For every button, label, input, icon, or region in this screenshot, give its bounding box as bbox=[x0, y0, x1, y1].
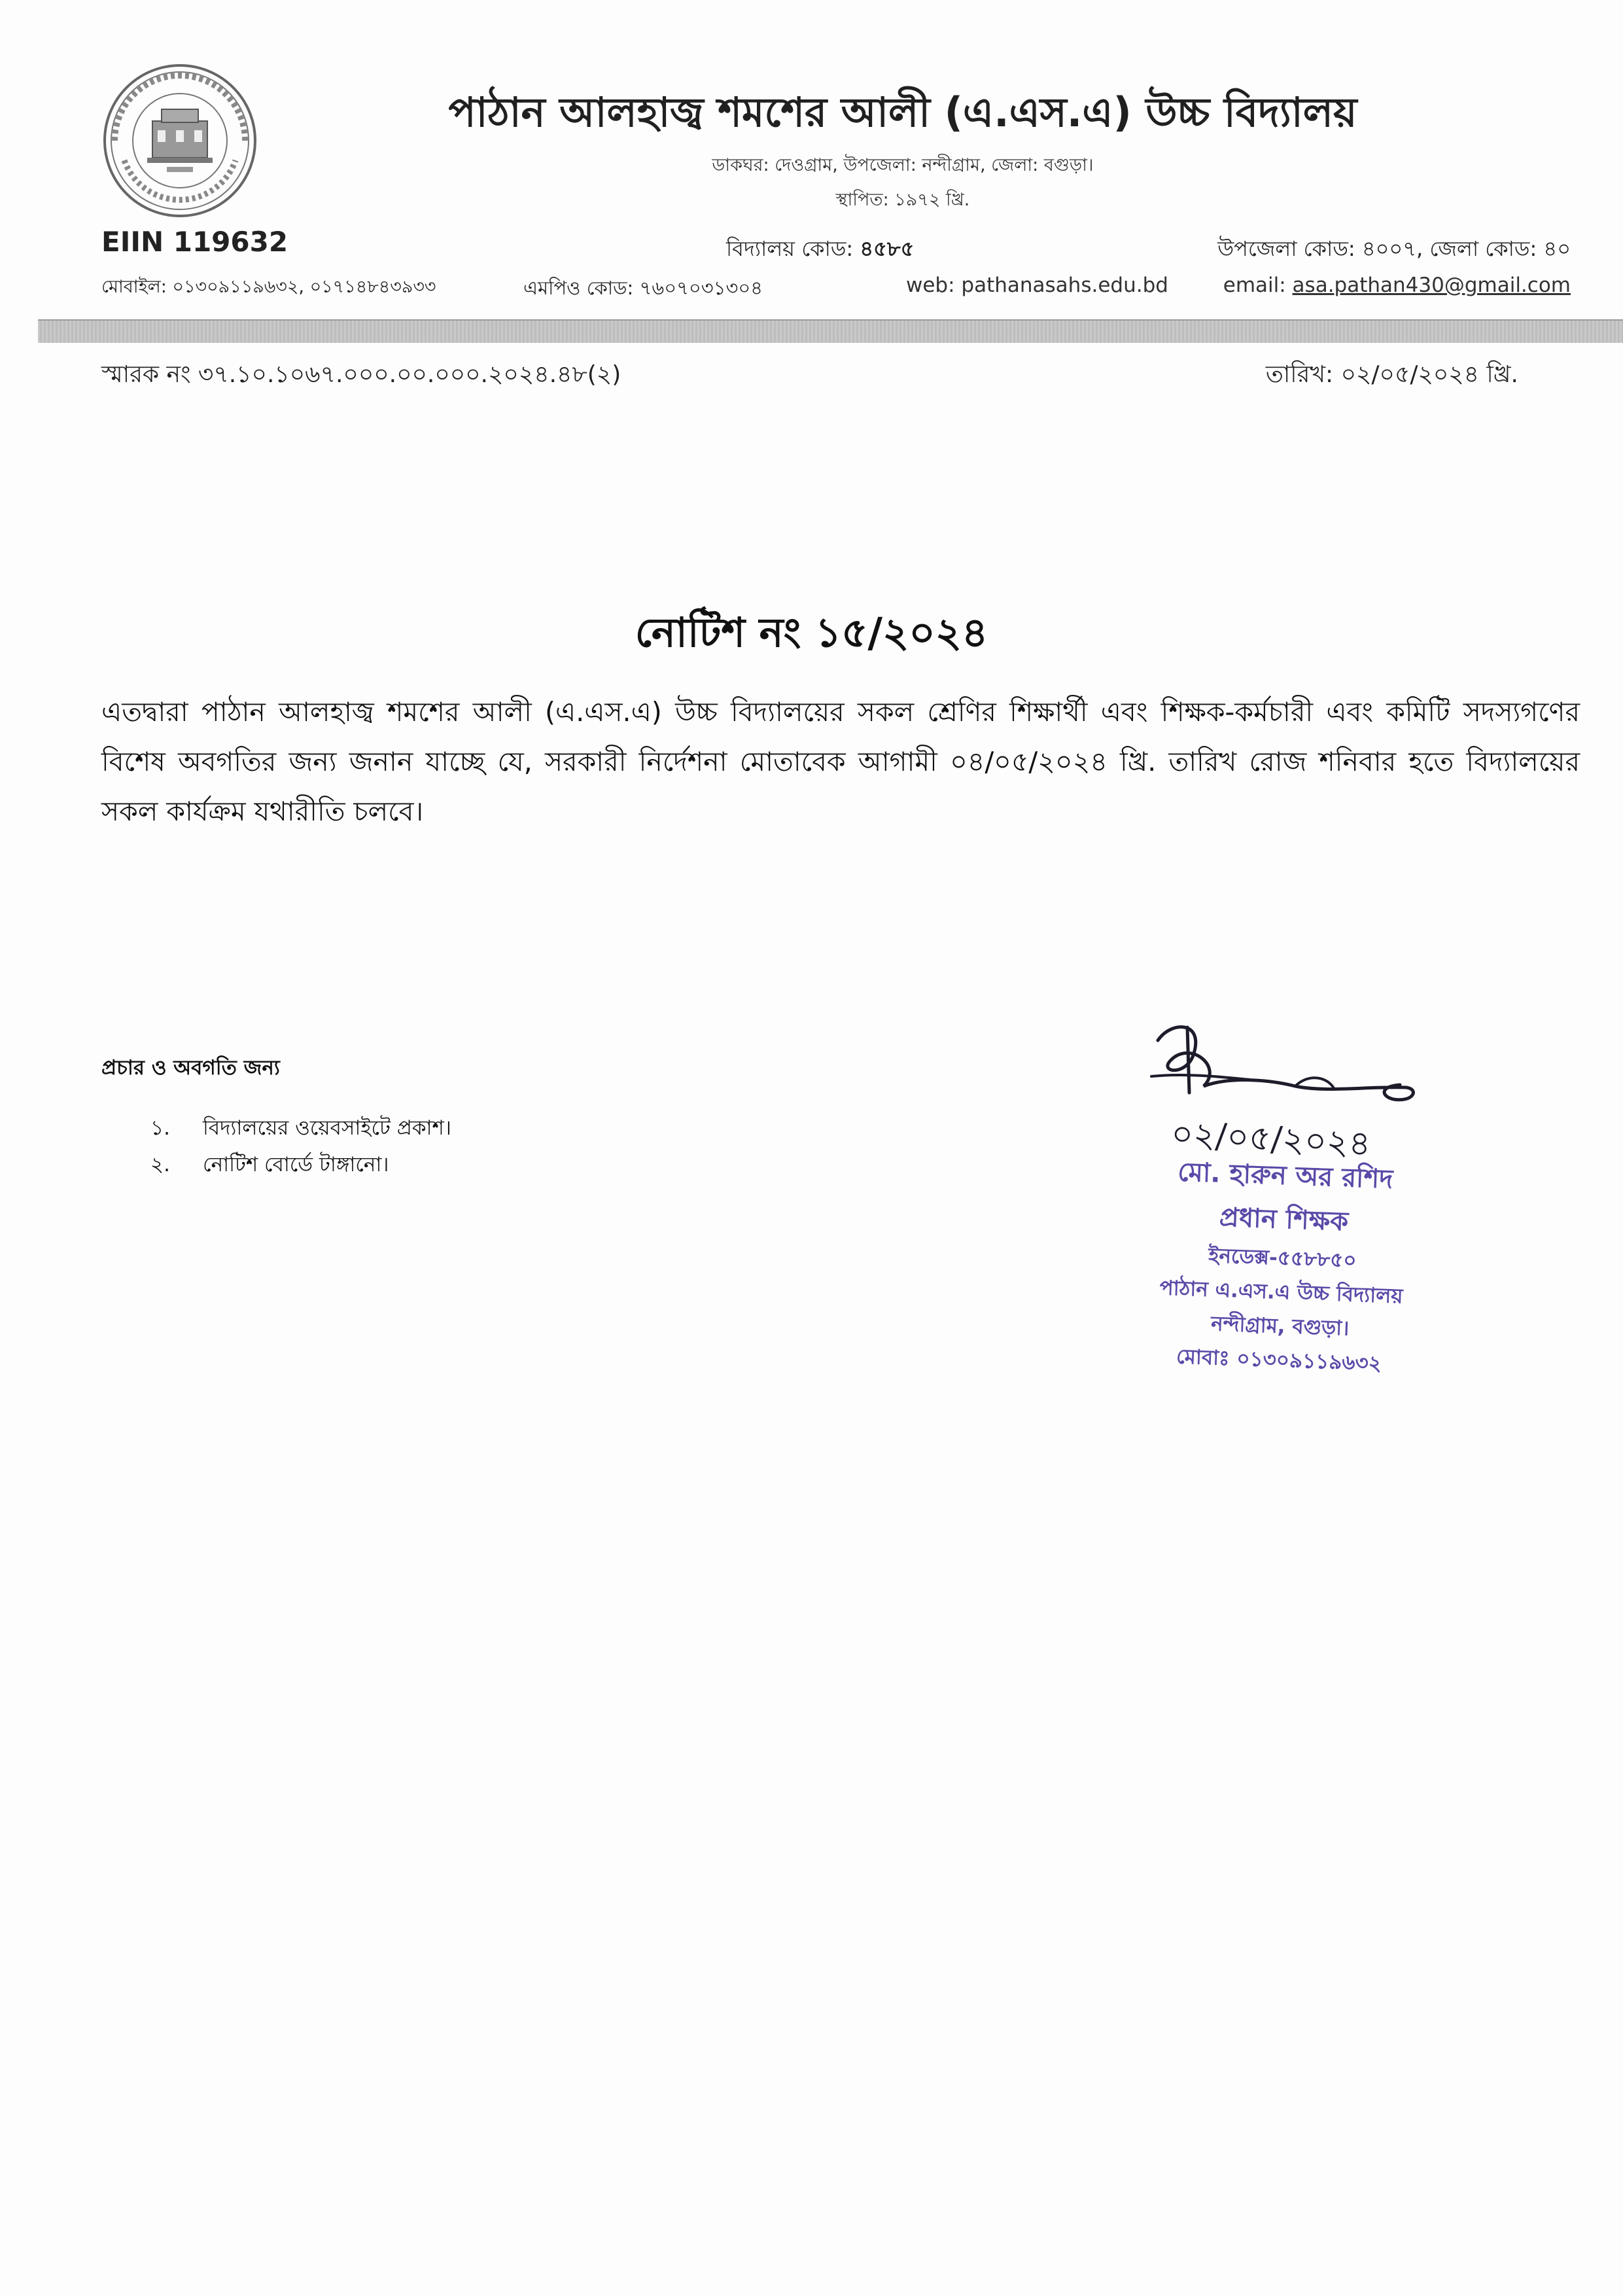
list-item-number: ২. bbox=[150, 1153, 171, 1176]
upazila-code: উপজেলা কোড: ৪০০৭, জেলা কোড: ৪০ bbox=[1217, 236, 1571, 261]
signature-date: ০২/০৫/২০২৪ bbox=[1170, 1114, 1372, 1164]
mpo-code: এমপিও কোড: ৭৬০৭০৩১৩০৪ bbox=[523, 277, 763, 299]
signatory-location: নন্দীগ্রাম, বগুড়া। bbox=[1210, 1312, 1350, 1341]
signatory-title: প্রধান শিক্ষক bbox=[1219, 1202, 1349, 1237]
signatory-index: ইনডেক্স-৫৫৮৮৫০ bbox=[1208, 1244, 1357, 1273]
email-label: email: bbox=[1223, 274, 1293, 297]
distribution-list bbox=[150, 1112, 451, 1186]
established-year: স্থাপিত: ১৯৭২ খ্রি. bbox=[835, 190, 970, 210]
eiin-number: EIIN 119632 bbox=[101, 226, 288, 258]
official-stamp bbox=[1075, 1148, 1489, 1385]
list-item-text: বিদ্যালয়ের ওয়েবসাইটে প্রকাশ। bbox=[203, 1116, 451, 1140]
website: web: pathanasahs.edu.bd bbox=[906, 274, 1168, 297]
mobile-numbers: মোবাইল: ০১৩০৯১১৯৬৩২, ০১৭১৪৮৪৩৯৩৩ bbox=[101, 277, 436, 297]
school-code-value: ৪৫৮৫ bbox=[860, 236, 915, 261]
distribution-heading: প্রচার ও অবগতি জন্য bbox=[101, 1056, 280, 1080]
list-item-number: ১. bbox=[150, 1116, 170, 1140]
list-item bbox=[150, 1149, 451, 1186]
email-address: asa.pathan430@gmail.com bbox=[1292, 274, 1571, 297]
signatory-school: পাঠান এ.এস.এ উচ্চ বিদ্যালয় bbox=[1159, 1276, 1404, 1309]
school-address: ডাকঘর: দেওগ্রাম, উপজেলা: নন্দীগ্রাম, জেলা: বগুড়া। bbox=[712, 155, 1094, 175]
notice-body: এতদ্বারা পাঠান আলহাজ্ব শমশের আলী (এ.এস.এ) উচ্চ বিদ্যালয়ের সকল শ্রেণির শিক্ষার্থী এবং শিক্ষক-কর্মচারী এবং কমিটি সদস্যগণের বিশেষ অবগতির জন্য জনান যাচ্ছে যে, সরকারী নির্দেশনা মোতাবেক আগামী ০৪/০৫/২০২৪ খ্রি. তারিখ রোজ শনিবার হতে বিদ্যালয়ের সকল কার্যক্রম যথারীতি চলবে। bbox=[101, 696, 1580, 827]
school-seal-icon bbox=[101, 62, 258, 219]
email bbox=[1223, 274, 1571, 297]
signatory-name: মো. হারুন অর রশিদ bbox=[1177, 1157, 1394, 1195]
school-code-label: বিদ্যালয় কোড: bbox=[726, 236, 860, 261]
notice-title: নোটিশ নং ১৫/২০২৪ bbox=[635, 609, 988, 656]
header-divider-band bbox=[38, 321, 1623, 343]
list-item-text: নোটিশ বোর্ডে টাঙ্গানো। bbox=[203, 1153, 389, 1176]
memo-date: তারিখ: ০২/০৫/২০২৪ খ্রি. bbox=[1265, 361, 1518, 388]
school-code bbox=[726, 232, 914, 268]
signatory-mobile: মোবাঃ ০১৩০৯১১৯৬৩২ bbox=[1176, 1345, 1382, 1376]
list-item bbox=[150, 1112, 451, 1149]
school-name: পাঠান আলহাজ্ব শমশের আলী (এ.এস.এ) উচ্চ বিদ্যালয় bbox=[448, 88, 1357, 136]
memo-number: স্মারক নং ৩৭.১০.১০৬৭.০০০.০০.০০০.২০২৪.৪৮(২) bbox=[101, 361, 621, 388]
